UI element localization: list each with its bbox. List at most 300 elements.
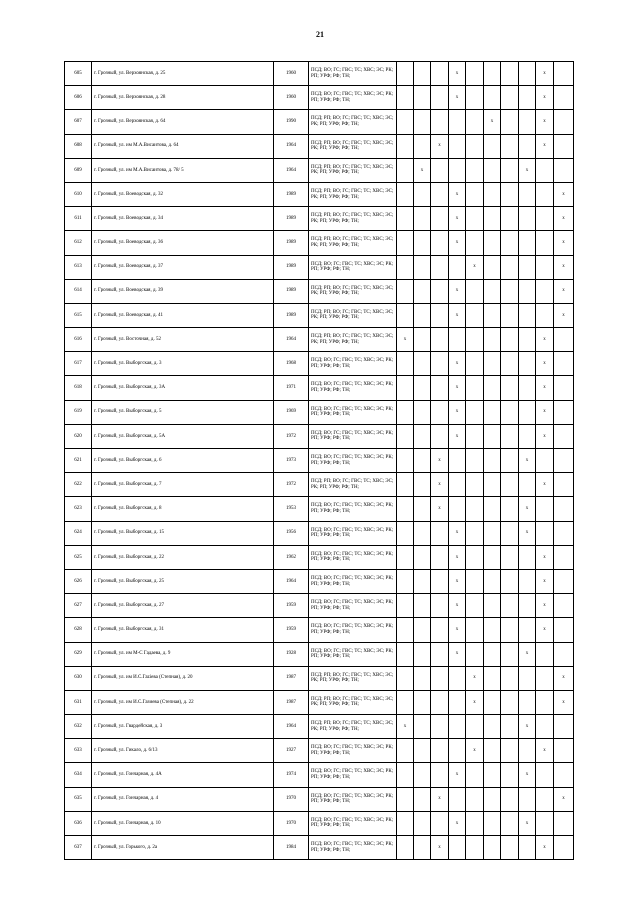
row-year: 1970 — [274, 811, 309, 835]
row-mark-cell — [431, 715, 449, 739]
row-mark-cell — [519, 328, 536, 352]
row-mark-cell: х — [431, 134, 449, 158]
row-number: 625 — [65, 545, 92, 569]
row-number: 626 — [65, 569, 92, 593]
row-mark-cell: х — [536, 739, 554, 763]
row-address: г. Грозный, ул. Выборгская, д. 8 — [92, 497, 274, 521]
row-mark-cell — [449, 134, 466, 158]
row-mark-cell — [397, 231, 414, 255]
row-mark-cell — [449, 473, 466, 497]
table-row — [65, 594, 574, 618]
row-mark-cell: х — [449, 424, 466, 448]
row-mark-cell — [414, 449, 431, 473]
row-mark-cell: х — [536, 62, 554, 86]
row-mark-cell: х — [449, 521, 466, 545]
row-year: 1969 — [274, 400, 309, 424]
row-mark-cell: х — [536, 352, 554, 376]
table-row — [65, 376, 574, 400]
row-mark-cell: х — [449, 231, 466, 255]
row-mark-cell — [501, 328, 519, 352]
row-address: г. Грозный, ул. Выборгская, д. 6 — [92, 449, 274, 473]
row-mark-cell — [466, 376, 484, 400]
row-mark-cell — [466, 811, 484, 835]
table-row — [65, 62, 574, 86]
row-mark-cell — [431, 279, 449, 303]
row-mark-cell — [466, 763, 484, 787]
row-mark-cell: х — [449, 594, 466, 618]
row-mark-cell — [501, 642, 519, 666]
row-mark-cell — [501, 400, 519, 424]
row-mark-cell — [431, 376, 449, 400]
table-row — [65, 690, 574, 714]
row-mark-cell: х — [536, 473, 554, 497]
row-mark-cell — [466, 134, 484, 158]
row-mark-cell: х — [519, 811, 536, 835]
row-mark-cell — [484, 158, 501, 182]
row-number: 635 — [65, 787, 92, 811]
row-mark-cell — [484, 618, 501, 642]
row-mark-cell: х — [554, 666, 574, 690]
row-mark-cell: х — [554, 231, 574, 255]
row-mark-cell: х — [449, 811, 466, 835]
row-mark-cell: х — [554, 207, 574, 231]
row-mark-cell: х — [554, 255, 574, 279]
row-mark-cell: х — [431, 497, 449, 521]
row-number: 637 — [65, 836, 92, 860]
row-mark-cell — [536, 521, 554, 545]
row-mark-cell — [414, 328, 431, 352]
row-works: ПСД; РП; ВО; ГС; ГВС; ТС; ХВС; ЭС; РК; РП; УРФ; РФ; ТН; — [309, 110, 397, 134]
row-mark-cell: х — [449, 279, 466, 303]
row-mark-cell — [519, 110, 536, 134]
row-year: 1989 — [274, 207, 309, 231]
row-address: г. Грозный, ул. Выборгская, д. 27 — [92, 594, 274, 618]
row-works: ПСД; ВО; ГС; ГВС; ТС; ХВС; ЭС; РК; РП; УРФ; РФ; ТН; — [309, 449, 397, 473]
row-mark-cell — [554, 449, 574, 473]
row-mark-cell — [501, 569, 519, 593]
row-address: г. Грозный, ул. Выборгская, д. 3 — [92, 352, 274, 376]
row-mark-cell — [397, 497, 414, 521]
row-mark-cell — [431, 207, 449, 231]
row-mark-cell — [466, 158, 484, 182]
row-mark-cell — [519, 545, 536, 569]
row-mark-cell — [501, 303, 519, 327]
row-mark-cell — [519, 134, 536, 158]
row-mark-cell — [414, 521, 431, 545]
row-number: 615 — [65, 303, 92, 327]
row-mark-cell — [484, 521, 501, 545]
row-mark-cell — [554, 545, 574, 569]
row-mark-cell: х — [466, 255, 484, 279]
row-mark-cell — [431, 62, 449, 86]
row-mark-cell — [519, 303, 536, 327]
row-mark-cell — [519, 594, 536, 618]
row-mark-cell — [449, 449, 466, 473]
row-mark-cell: х — [519, 497, 536, 521]
row-mark-cell — [501, 594, 519, 618]
row-mark-cell — [554, 836, 574, 860]
row-mark-cell — [519, 836, 536, 860]
table-row — [65, 255, 574, 279]
table-row — [65, 110, 574, 134]
page-number: 21 — [316, 30, 324, 39]
row-mark-cell — [501, 787, 519, 811]
row-number: 619 — [65, 400, 92, 424]
table-row — [65, 545, 574, 569]
row-mark-cell — [536, 303, 554, 327]
row-number: 621 — [65, 449, 92, 473]
row-mark-cell — [466, 62, 484, 86]
row-mark-cell — [397, 690, 414, 714]
row-mark-cell — [554, 642, 574, 666]
row-mark-cell — [414, 110, 431, 134]
row-mark-cell: х — [554, 690, 574, 714]
row-address: г. Грозный, ул. Воеводская, д. 41 — [92, 303, 274, 327]
row-mark-cell — [484, 231, 501, 255]
row-address: г. Грозный, ул. Воеводская, д. 32 — [92, 182, 274, 206]
row-mark-cell — [466, 207, 484, 231]
row-address: г. Грозный, ул. Верхоянская, д. 28 — [92, 86, 274, 110]
row-mark-cell — [484, 62, 501, 86]
row-mark-cell — [554, 497, 574, 521]
row-works: ПСД; ВО; ГС; ГВС; ТС; ХВС; ЭС; РК; РП; УРФ; РФ; ТН; — [309, 376, 397, 400]
row-number: 605 — [65, 62, 92, 86]
row-mark-cell — [414, 182, 431, 206]
row-mark-cell — [484, 569, 501, 593]
row-mark-cell — [397, 182, 414, 206]
table-row — [65, 836, 574, 860]
row-mark-cell — [536, 690, 554, 714]
row-mark-cell — [414, 303, 431, 327]
row-works: ПСД; ВО; ГС; ГВС; ТС; ХВС; ЭС; РК; РП; УРФ; РФ; ТН; — [309, 739, 397, 763]
row-mark-cell — [554, 352, 574, 376]
row-number: 620 — [65, 424, 92, 448]
row-mark-cell — [501, 836, 519, 860]
row-works: ПСД; ВО; ГС; ГВС; ТС; ХВС; ЭС; РК; РП; УРФ; РФ; ТН; — [309, 642, 397, 666]
row-mark-cell — [484, 86, 501, 110]
row-mark-cell — [501, 231, 519, 255]
row-mark-cell — [397, 787, 414, 811]
row-mark-cell — [431, 86, 449, 110]
table-row — [65, 521, 574, 545]
row-mark-cell — [431, 328, 449, 352]
row-mark-cell — [431, 110, 449, 134]
table-row — [65, 303, 574, 327]
row-year: 1927 — [274, 739, 309, 763]
row-mark-cell: х — [554, 303, 574, 327]
row-mark-cell — [466, 303, 484, 327]
row-mark-cell — [501, 521, 519, 545]
row-mark-cell: х — [449, 303, 466, 327]
row-mark-cell — [431, 424, 449, 448]
row-number: 633 — [65, 739, 92, 763]
row-mark-cell — [554, 594, 574, 618]
row-mark-cell — [484, 182, 501, 206]
row-mark-cell — [449, 836, 466, 860]
row-address: г. Грозный, ул. им И.С.Газиева (Степная), д. 22 — [92, 690, 274, 714]
row-mark-cell — [484, 497, 501, 521]
row-address: г. Грозный, ул. Гончарная, д. 4А — [92, 763, 274, 787]
row-mark-cell — [414, 400, 431, 424]
row-mark-cell — [536, 158, 554, 182]
row-works: ПСД; ВО; ГС; ГВС; ТС; ХВС; ЭС; РК; РП; УРФ; РФ; ТН; — [309, 62, 397, 86]
row-year: 1953 — [274, 497, 309, 521]
row-mark-cell — [501, 352, 519, 376]
row-mark-cell — [431, 618, 449, 642]
row-year: 1959 — [274, 618, 309, 642]
row-works: ПСД; ВО; ГС; ГВС; ТС; ХВС; ЭС; РК; РП; УРФ; РФ; ТН; — [309, 594, 397, 618]
row-works: ПСД; РП; ВО; ГС; ГВС; ТС; ХВС; ЭС; РК; РП; УРФ; РФ; ТН; — [309, 279, 397, 303]
row-mark-cell — [397, 134, 414, 158]
row-works: ПСД; РП; ВО; ГС; ГВС; ТС; ХВС; ЭС; РК; РП; УРФ; РФ; ТН; — [309, 328, 397, 352]
row-address: г. Грозный, ул. Верхоянская, д. 25 — [92, 62, 274, 86]
row-mark-cell: х — [536, 618, 554, 642]
row-mark-cell: х — [536, 594, 554, 618]
row-mark-cell — [501, 763, 519, 787]
row-number: 631 — [65, 690, 92, 714]
row-mark-cell — [484, 255, 501, 279]
row-mark-cell — [484, 328, 501, 352]
row-mark-cell: х — [536, 328, 554, 352]
row-mark-cell — [536, 255, 554, 279]
row-year: 1974 — [274, 763, 309, 787]
row-mark-cell — [431, 642, 449, 666]
row-address: г. Грозный, ул. Выборгская, д. 31 — [92, 618, 274, 642]
row-address: г. Грозный, ул. Выборгская, д. 15 — [92, 521, 274, 545]
row-mark-cell — [519, 739, 536, 763]
row-number: 624 — [65, 521, 92, 545]
row-mark-cell — [466, 642, 484, 666]
row-number: 630 — [65, 666, 92, 690]
row-mark-cell — [484, 690, 501, 714]
row-mark-cell — [397, 400, 414, 424]
row-mark-cell — [554, 424, 574, 448]
row-mark-cell — [431, 352, 449, 376]
row-mark-cell — [554, 569, 574, 593]
row-mark-cell: х — [484, 110, 501, 134]
row-mark-cell: х — [536, 836, 554, 860]
table-row — [65, 279, 574, 303]
row-mark-cell — [554, 763, 574, 787]
row-mark-cell — [431, 811, 449, 835]
table-row — [65, 763, 574, 787]
housing-registry-table — [64, 61, 574, 860]
row-mark-cell — [414, 62, 431, 86]
row-year: 1987 — [274, 666, 309, 690]
row-mark-cell — [397, 545, 414, 569]
row-mark-cell: х — [519, 158, 536, 182]
row-mark-cell — [519, 207, 536, 231]
row-mark-cell: х — [519, 642, 536, 666]
row-mark-cell — [414, 424, 431, 448]
row-address: г. Грозный, ул. Воеводская, д. 37 — [92, 255, 274, 279]
row-address: г. Грозный, ул. Гвардейская, д. 3 — [92, 715, 274, 739]
row-mark-cell — [414, 642, 431, 666]
table-row — [65, 449, 574, 473]
row-address: г. Грозный, ул. Выборгская, д. 7 — [92, 473, 274, 497]
row-mark-cell — [466, 328, 484, 352]
row-address: г. Грозный, ул. им М.А.Висаитова, д. 64 — [92, 134, 274, 158]
row-mark-cell — [397, 569, 414, 593]
row-mark-cell — [397, 110, 414, 134]
table-row — [65, 231, 574, 255]
row-mark-cell — [397, 642, 414, 666]
row-mark-cell — [501, 811, 519, 835]
row-number: 628 — [65, 618, 92, 642]
row-address: г. Грозный, ул. Выборгская, д. 22 — [92, 545, 274, 569]
row-number: 627 — [65, 594, 92, 618]
row-mark-cell: х — [554, 279, 574, 303]
row-mark-cell: х — [536, 424, 554, 448]
row-mark-cell — [554, 715, 574, 739]
row-mark-cell — [414, 811, 431, 835]
row-mark-cell: х — [536, 400, 554, 424]
row-number: 608 — [65, 134, 92, 158]
row-mark-cell: х — [449, 352, 466, 376]
row-mark-cell — [536, 642, 554, 666]
row-mark-cell — [466, 182, 484, 206]
row-mark-cell: х — [519, 763, 536, 787]
row-works: ПСД; ВО; ГС; ГВС; ТС; ХВС; ЭС; РК; РП; УРФ; РФ; ТН; — [309, 787, 397, 811]
row-mark-cell — [414, 690, 431, 714]
row-number: 623 — [65, 497, 92, 521]
row-mark-cell — [484, 836, 501, 860]
row-mark-cell — [484, 303, 501, 327]
row-mark-cell — [431, 763, 449, 787]
row-mark-cell — [449, 110, 466, 134]
row-mark-cell — [397, 352, 414, 376]
row-mark-cell — [397, 763, 414, 787]
row-mark-cell — [484, 134, 501, 158]
row-mark-cell — [501, 497, 519, 521]
row-mark-cell — [501, 618, 519, 642]
row-mark-cell — [466, 424, 484, 448]
row-mark-cell — [397, 449, 414, 473]
row-mark-cell — [431, 231, 449, 255]
row-mark-cell — [484, 207, 501, 231]
row-mark-cell — [554, 158, 574, 182]
table-row — [65, 328, 574, 352]
row-number: 634 — [65, 763, 92, 787]
row-year: 1989 — [274, 182, 309, 206]
row-works: ПСД; ВО; ГС; ГВС; ТС; ХВС; ЭС; РК; РП; УРФ; РФ; ТН; — [309, 521, 397, 545]
row-mark-cell — [397, 279, 414, 303]
row-mark-cell — [484, 352, 501, 376]
row-mark-cell — [501, 376, 519, 400]
row-works: ПСД; РП; ВО; ГС; ГВС; ТС; ХВС; ЭС; РК; РП; УРФ; РФ; ТН; — [309, 473, 397, 497]
row-mark-cell — [501, 424, 519, 448]
row-works: ПСД; ВО; ГС; ГВС; ТС; ХВС; ЭС; РК; РП; УРФ; РФ; ТН; — [309, 497, 397, 521]
row-mark-cell — [466, 86, 484, 110]
row-mark-cell — [449, 158, 466, 182]
row-mark-cell — [414, 715, 431, 739]
row-mark-cell — [484, 715, 501, 739]
row-mark-cell — [449, 497, 466, 521]
row-mark-cell — [484, 666, 501, 690]
table-row — [65, 424, 574, 448]
row-mark-cell — [519, 618, 536, 642]
row-mark-cell — [466, 545, 484, 569]
row-mark-cell — [501, 473, 519, 497]
row-mark-cell — [519, 787, 536, 811]
row-year: 1990 — [274, 110, 309, 134]
row-mark-cell — [519, 666, 536, 690]
row-mark-cell — [554, 739, 574, 763]
row-address: г. Грозный, ул. им М.А.Висаитова, д. 78/ 5 — [92, 158, 274, 182]
row-mark-cell — [501, 449, 519, 473]
row-mark-cell: х — [536, 376, 554, 400]
row-mark-cell — [484, 449, 501, 473]
row-year: 1989 — [274, 303, 309, 327]
row-works: ПСД; ВО; ГС; ГВС; ТС; ХВС; ЭС; РК; РП; УРФ; РФ; ТН; — [309, 400, 397, 424]
row-mark-cell — [466, 594, 484, 618]
row-address: г. Грозный, ул. Восточная, д. 52 — [92, 328, 274, 352]
table-row — [65, 182, 574, 206]
table-body — [65, 62, 574, 860]
row-mark-cell: х — [536, 545, 554, 569]
row-year: 1989 — [274, 255, 309, 279]
row-year: 1984 — [274, 836, 309, 860]
row-address: г. Грозный, ул. Верхоянская, д. 64 — [92, 110, 274, 134]
row-mark-cell — [449, 739, 466, 763]
row-mark-cell — [431, 255, 449, 279]
row-mark-cell — [536, 207, 554, 231]
table-row — [65, 618, 574, 642]
row-works: ПСД; РП; ВО; ГС; ГВС; ТС; ХВС; ЭС; РК; РП; УРФ; РФ; ТН; — [309, 715, 397, 739]
row-mark-cell: х — [449, 763, 466, 787]
table-row — [65, 666, 574, 690]
row-mark-cell — [519, 352, 536, 376]
table-row — [65, 811, 574, 835]
row-number: 632 — [65, 715, 92, 739]
row-mark-cell — [397, 207, 414, 231]
row-number: 636 — [65, 811, 92, 835]
row-mark-cell — [519, 376, 536, 400]
row-mark-cell — [414, 836, 431, 860]
table-row — [65, 86, 574, 110]
row-address: г. Грозный, ул. им М-С Гадаева, д. 9 — [92, 642, 274, 666]
row-works: ПСД; ВО; ГС; ГВС; ТС; ХВС; ЭС; РК; РП; УРФ; РФ; ТН; — [309, 255, 397, 279]
row-mark-cell — [466, 352, 484, 376]
row-mark-cell — [536, 497, 554, 521]
row-number: 607 — [65, 110, 92, 134]
row-number: 613 — [65, 255, 92, 279]
row-year: 1964 — [274, 569, 309, 593]
row-mark-cell — [466, 715, 484, 739]
row-mark-cell — [501, 110, 519, 134]
row-mark-cell — [554, 521, 574, 545]
row-mark-cell — [414, 134, 431, 158]
row-year: 1960 — [274, 86, 309, 110]
row-mark-cell — [501, 62, 519, 86]
row-mark-cell: х — [414, 158, 431, 182]
row-year: 1964 — [274, 134, 309, 158]
row-mark-cell — [414, 86, 431, 110]
row-mark-cell — [519, 182, 536, 206]
row-mark-cell — [397, 86, 414, 110]
row-address: г. Грозный, ул. Горького, д. 2а — [92, 836, 274, 860]
table-row — [65, 207, 574, 231]
row-number: 611 — [65, 207, 92, 231]
row-mark-cell — [431, 569, 449, 593]
row-mark-cell — [466, 231, 484, 255]
row-year: 1972 — [274, 473, 309, 497]
row-number: 616 — [65, 328, 92, 352]
row-mark-cell — [414, 594, 431, 618]
row-number: 629 — [65, 642, 92, 666]
table-row — [65, 715, 574, 739]
row-mark-cell — [519, 279, 536, 303]
